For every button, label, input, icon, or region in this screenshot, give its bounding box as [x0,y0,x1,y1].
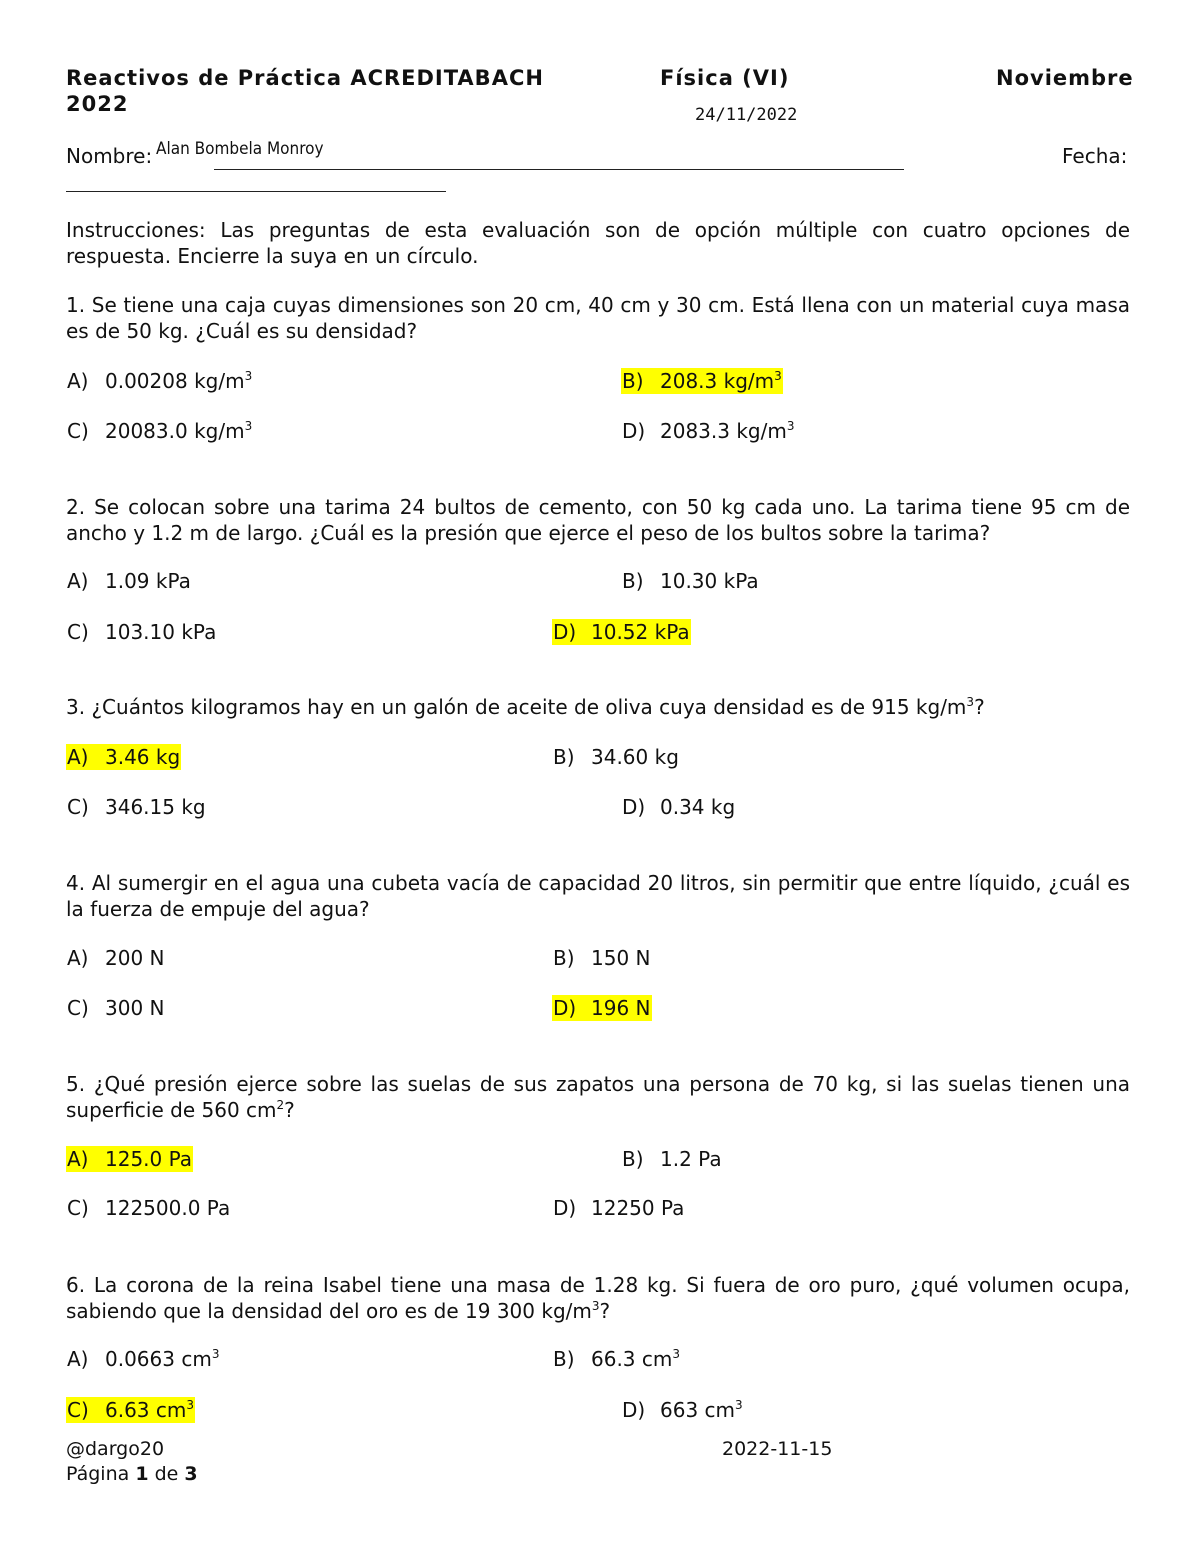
month-label: Noviembre [996,66,1134,90]
fecha-underline [66,191,446,192]
q5-option-b[interactable]: B) 1.2 Pa [622,1147,722,1171]
q4-option-a[interactable]: A) 200 N [67,946,165,970]
handwritten-date: 24/11/2022 [695,105,798,125]
year-label: 2022 [66,92,129,116]
question-1-text: 1. Se tiene una caja cuyas dimensiones son 20 cm, 40 cm y 30 cm. Está llena con un material cuya masa es de 50 kg. ¿Cuál es su densidad? [66,293,1130,343]
q1-option-d[interactable]: D) 2083.3 $kg/m^3$ [622,419,795,443]
footer-author: @dargo20 [66,1438,165,1460]
question-4-text: 4. Al sumergir en el agua una cubeta vacía de capacidad 20 litros, sin permitir que entre líquido, ¿cuál es la fuerza de empuje del agua? [66,871,1130,921]
q4-option-b[interactable]: B) 150 N [553,946,651,970]
name-label: Nombre: [66,144,153,168]
fecha-label: Fecha: [1062,144,1128,168]
instructions-text: Instrucciones: Las preguntas de esta evaluación son de opción múltiple con cuatro opciones de respuesta. Encierre la suya en un círculo. [66,218,1130,268]
question-6-text: 6. La corona de la reina Isabel tiene una masa de 1.28 kg. Si fuera de oro puro, ¿qué volumen ocupa, sabiendo que la densidad del oro es de 19 300 $kg/m^3$? [66,1273,1130,1323]
subject-label: Física (VI) [660,66,790,90]
q5-option-c[interactable]: C) 122500.0 Pa [67,1196,231,1220]
q1-option-b-selected[interactable]: B) 208.3 $kg/m^3$ [622,369,782,393]
q3-option-b[interactable]: B) 34.60 kg [553,745,679,769]
q6-option-c-selected[interactable]: C) 6.63 $cm^3$ [67,1398,195,1422]
document-title: Reactivos de Práctica ACREDITABACH [66,66,544,90]
q1-option-c[interactable]: C) 20083.0 $kg/m^3$ [67,419,253,443]
question-5-text: 5. ¿Qué presión ejerce sobre las suelas de sus zapatos una persona de 70 kg, si las suelas tienen una superficie de 560 $cm^2$? [66,1072,1130,1122]
q6-option-b[interactable]: B) 66.3 $cm^3$ [553,1347,681,1371]
q5-option-a-selected[interactable]: A) 125.0 Pa [67,1147,193,1171]
question-2-text: 2. Se colocan sobre una tarima 24 bultos de cemento, con 50 kg cada uno. La tarima tiene 95 cm de ancho y 1.2 m de largo. ¿Cuál es la presión que ejerce el peso de los bultos sobre la tarima? [66,495,1130,545]
q4-option-c[interactable]: C) 300 N [67,996,165,1020]
q1-option-a[interactable]: A) 0.00208 $kg/m^3$ [67,369,253,393]
page-indicator: Página 1 de 3 [66,1463,198,1485]
q5-option-d[interactable]: D) 12250 Pa [553,1196,685,1220]
footer-date: 2022-11-15 [722,1438,833,1460]
question-3-text: 3. ¿Cuántos kilogramos hay en un galón de aceite de oliva cuya densidad es de 915 $kg/m^3$? [66,695,985,719]
q3-option-c[interactable]: C) 346.15 kg [67,795,206,819]
q2-option-d-selected[interactable]: D) 10.52 kPa [553,620,690,644]
q3-option-d[interactable]: D) 0.34 kg [622,795,736,819]
q6-option-d[interactable]: D) 663 $cm^3$ [622,1398,743,1422]
q3-option-a-selected[interactable]: A) 3.46 kg [67,745,181,769]
student-name: Alan Bombela Monroy [156,139,324,159]
q2-option-c[interactable]: C) 103.10 kPa [67,620,217,644]
q2-option-b[interactable]: B) 10.30 kPa [622,569,759,593]
q4-option-d-selected[interactable]: D) 196 N [553,996,651,1020]
q2-option-a[interactable]: A) 1.09 kPa [67,569,191,593]
q6-option-a[interactable]: A) 0.0663 $cm^3$ [67,1347,220,1371]
name-underline [214,169,904,170]
